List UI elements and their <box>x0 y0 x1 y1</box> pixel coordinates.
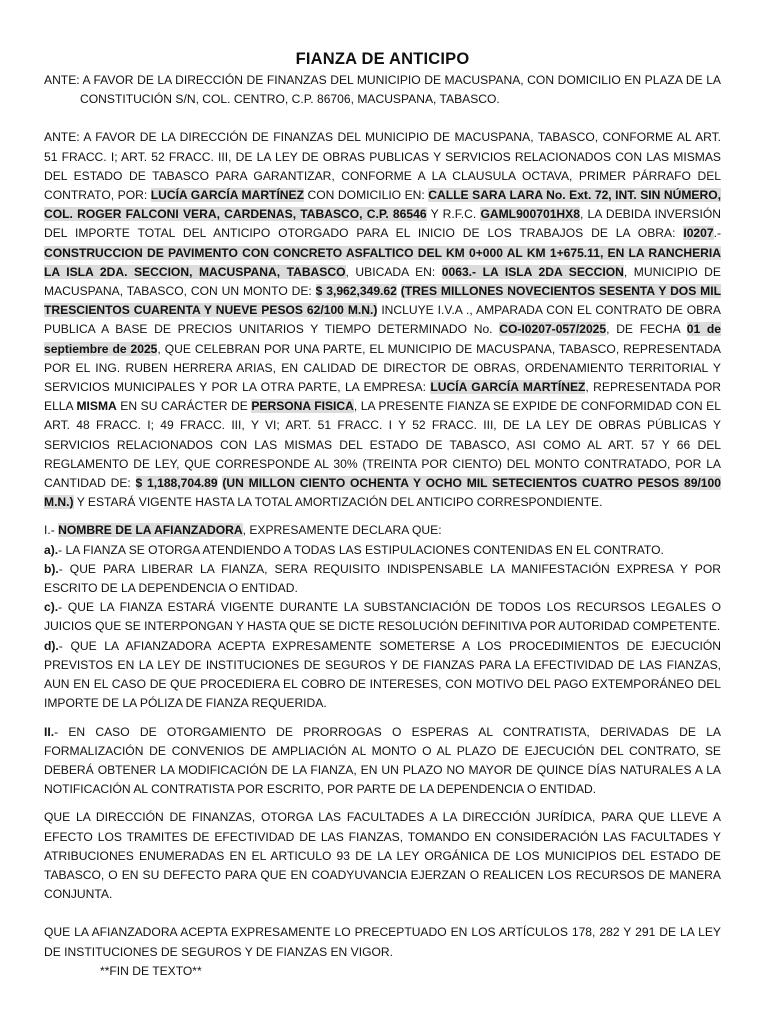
section-1-item-a: a).- LA FIANZA SE OTORGA ATENDIENDO A TODAS LAS ESTIPULACIONES CONTENIDAS EN EL CONTRATO. <box>44 542 664 557</box>
spacer <box>44 512 721 521</box>
end-of-text-marker: **FIN DE TEXTO** <box>100 963 202 978</box>
section-1-heading: I.- NOMBRE DE LA AFIANZADORA, EXPRESAMENTE DECLARA QUE: <box>44 523 442 538</box>
contract-amount-words: (TRES MILLONES NOVECIENTOS SESENTA Y DOS MIL TRESCIENTOS CUARENTA Y NUEVE PESOS 62/100 M.N.) <box>44 284 721 318</box>
spacer <box>44 904 721 923</box>
spacer <box>44 799 721 808</box>
contractor-rfc: GAML900701HX8 <box>480 207 580 222</box>
guarantee-amount: $ 1,188,704.89 <box>135 476 218 491</box>
legal-direction-paragraph: QUE LA DIRECCIÓN DE FINANZAS, OTORGA LAS FACULTADES A LA DIRECCIÓN JURÍDICA, PARA QUE LLEVE A EFECTO LOS TRAMITES DE EFECTIVIDAD DE LAS FIANZAS, TOMANDO EN CONSIDERACIÓN LAS FACULTADES Y ATRIBUCIONES ENUMERADAS EN EL ARTICULO 93 DE LA LEY ORGÁNICA DE LOS MUNICIPIOS DEL ESTADO DE TABASCO, O EN SU DEFECTO PARA QUE EN COADYUVANCIA EJERZAN O REALICEN LOS RECURSOS DE MANERA CONJUNTA. <box>44 810 721 902</box>
guarantee-body-paragraph: ANTE: A FAVOR DE LA DIRECCIÓN DE FINANZAS DEL MUNICIPIO DE MACUSPANA, TABASCO, CONFORME AL ART. 51 FRACC. I; ART. 52 FRACC. III, DE LA LEY DE OBRAS PUBLICAS Y SERVICIOS RELACIONADOS CON LAS MISMAS DEL ESTADO DE TABASCO PARA GARANTIZAR, CONFORME A LA CLAUSULA OCTAVA, PRIMER PÁRRAFO DEL CONTRATO, POR: LUCÍA GARCÍA MARTÍNEZ CON DOMICILIO EN: CALLE SARA LARA No. Ext. 72, INT. SIN NÚMERO, COL. ROGER FALCONI VERA, CARDENAS, TABASCO, C.P. 86546 Y R.F.C. GAML900701HX8, LA DEBIDA INVERSIÓN DEL IMPORTE TOTAL DEL ANTICIPO OTORGADO PARA EL INICIO DE LOS TRABAJOS DE LA OBRA: I0207.- CONSTRUCCION DE PAVIMENTO CON CONCRETO ASFALTICO DEL KM 0+000 AL KM 1+675.11, EN LA RANCHERIA LA ISLA 2DA. SECCION, MACUSPANA, TABASCO, UBICADA EN: 0063.- LA ISLA 2DA SECCION, MUNICIPIO DE MACUSPANA, TABASCO, CON UN MONTO DE: $ 3,962,349.62 (TRES MILLONES NOVECIENTOS SESENTA Y DOS MIL TRESCIENTOS CUARENTA Y NUEVE PESOS 62/100 M.N.) INCLUYE I.V.A ., AMPARADA CON EL CONTRATO DE OBRA PUBLICA A BASE DE PRECIOS UNITARIOS Y TIEMPO DETERMINADO No. CO-I0207-057/2025, DE FECHA 01 de septiembre de 2025, QUE CELEBRAN POR UNA PARTE, EL MUNICIPIO DE MACUSPANA, TABASCO, REPRESENTADA POR EL ING. RUBEN HERRERA ARIAS, EN CALIDAD DE DIRECTOR DE OBRAS, ORDENAMIENTO TERRITORIAL Y SERVICIOS MUNICIPALES Y POR LA OTRA PARTE, LA EMPRESA: LUCÍA GARCÍA MARTÍNEZ, REPRESENTADA POR ELLA MISMA EN SU CARÁCTER DE PERSONA FISICA, LA PRESENTE FIANZA SE EXPIDE DE CONFORMIDAD CON EL ART. 48 FRACC. I; 49 FRACC. III, Y VI; ART. 51 FRACC. I Y 52 FRACC. III, DE LA LEY DE OBRAS PÚBLICAS Y SERVICIOS RELACIONADOS CON LAS MISMAS DEL ESTADO DE TABASCO, ASI COMO AL ART. 57 Y 66 DEL REGLAMENTO DE LEY, QUE CORRESPONDE AL 30% (TREINTA POR CIENTO) DEL MONTO CONTRATADO, POR LA CANTIDAD DE: $ 1,188,704.89 (UN MILLON CIENTO OCHENTA Y OCHO MIL SETECIENTOS CUATRO PESOS 89/100 M.N.) Y ESTARÁ VIGENTE HASTA LA TOTAL AMORTIZACIÓN DEL ANTICIPO CORRESPONDIENTE. <box>44 130 722 510</box>
document-title: FIANZA DE ANTICIPO <box>295 50 470 68</box>
contractor-address: CALLE SARA LARA No. Ext. 72, INT. SIN NÚMERO, COL. ROGER FALCONI VERA, CARDENAS, TABASCO, C.P. 86546 <box>44 188 721 222</box>
surety-acceptance-paragraph: QUE LA AFIANZADORA ACEPTA EXPRESAMENTE LO PRECEPTUADO EN LOS ARTÍCULOS 178, 282 Y 291 DE LA LEY DE INSTITUCIONES DE SEGUROS Y DE FIANZAS EN VIGOR. <box>44 925 721 959</box>
company-name: LUCÍA GARCÍA MARTÍNEZ <box>430 380 586 395</box>
work-description: CONSTRUCCION DE PAVIMENTO CON CONCRETO ASFALTICO DEL KM 0+000 AL KM 1+675.11, EN LA RANCHERIA LA ISLA 2DA. SECCION, MACUSPANA, TABASCO <box>44 245 721 279</box>
contractor-name: LUCÍA GARCÍA MARTÍNEZ <box>150 188 304 203</box>
spacer <box>44 714 721 723</box>
document-page <box>44 0 721 981</box>
section-1-item-d: d).- QUE LA AFIANZADORA ACEPTA EXPRESAMENTE SOMETERSE A LOS PROCEDIMIENTOS DE EJECUCIÓN PREVISTOS EN LA LEY DE INSTITUCIONES DE SEGUROS Y DE FIANZAS PARA LA EFECTIVIDAD DE LAS FIANZAS, AUN EN EL CASO DE QUE PROCEDIERA EL COBRO DE INTERESES, CON MOTIVO DEL PAGO EXTEMPORÁNEO DEL IMPORTE DE LA PÓLIZA DE FIANZA REQUERIDA. <box>44 638 721 711</box>
section-1-item-c: c).- QUE LA FIANZA ESTARÁ VIGENTE DURANTE LA SUBSTANCIACIÓN DE TODOS LOS RECURSOS LEGALES O JUICIOS QUE SE INTERPONGAN Y HASTA QUE SE DICTE RESOLUCIÓN DEFINITIVA POR AUTORIDAD COMPETENTE. <box>44 600 721 634</box>
surety-company-name: NOMBRE DE LA AFIANZADORA <box>58 523 243 538</box>
person-type: PERSONA FISICA <box>251 399 354 414</box>
section-2-paragraph: II.- EN CASO DE OTORGAMIENTO DE PRORROGAS O ESPERAS AL CONTRATISTA, DERIVADAS DE LA FORMALIZACIÓN DE CONVENIOS DE AMPLIACIÓN AL MONTO O AL PLAZO DE EJECUCIÓN DEL CONTRATO, SE DEBERÁ OBTENER LA MODIFICACIÓN DE LA FIANZA, EN UN PLAZO NO MAYOR DE QUINCE DÍAS NATURALES A LA NOTIFICACIÓN AL CONTRATISTA POR ESCRITO, POR PARTE DE LA DEPENDENCIA O ENTIDAD. <box>44 724 721 797</box>
beneficiary-address-paragraph: ANTE: A FAVOR DE LA DIRECCIÓN DE FINANZAS DEL MUNICIPIO DE MACUSPANA, CON DOMICILIO EN PLAZA DE LA CONSTITUCIÓN S/N, COL. CENTRO, C.P. 86706, MACUSPANA, TABASCO. <box>44 73 721 107</box>
contract-amount: $ 3,962,349.62 <box>315 284 397 299</box>
representative-role: MISMA <box>76 399 117 414</box>
spacer <box>44 109 721 128</box>
work-code: I0207 <box>683 226 714 241</box>
guarantee-amount-words: (UN MILLON CIENTO OCHENTA Y OCHO MIL SETECIENTOS CUATRO PESOS 89/100 M.N.) <box>44 476 721 510</box>
contract-date: 01 de septiembre de 2025 <box>44 322 722 356</box>
contract-number: CO-I0207-057/2025 <box>499 322 607 337</box>
section-1-item-b: b).- QUE PARA LIBERAR LA FIANZA, SERA REQUISITO INDISPENSABLE LA MANIFESTACIÓN EXPRESA Y POR ESCRITO DE LA DEPENDENCIA O ENTIDAD. <box>44 561 721 596</box>
work-location: 0063.- LA ISLA 2DA SECCION <box>441 264 624 279</box>
